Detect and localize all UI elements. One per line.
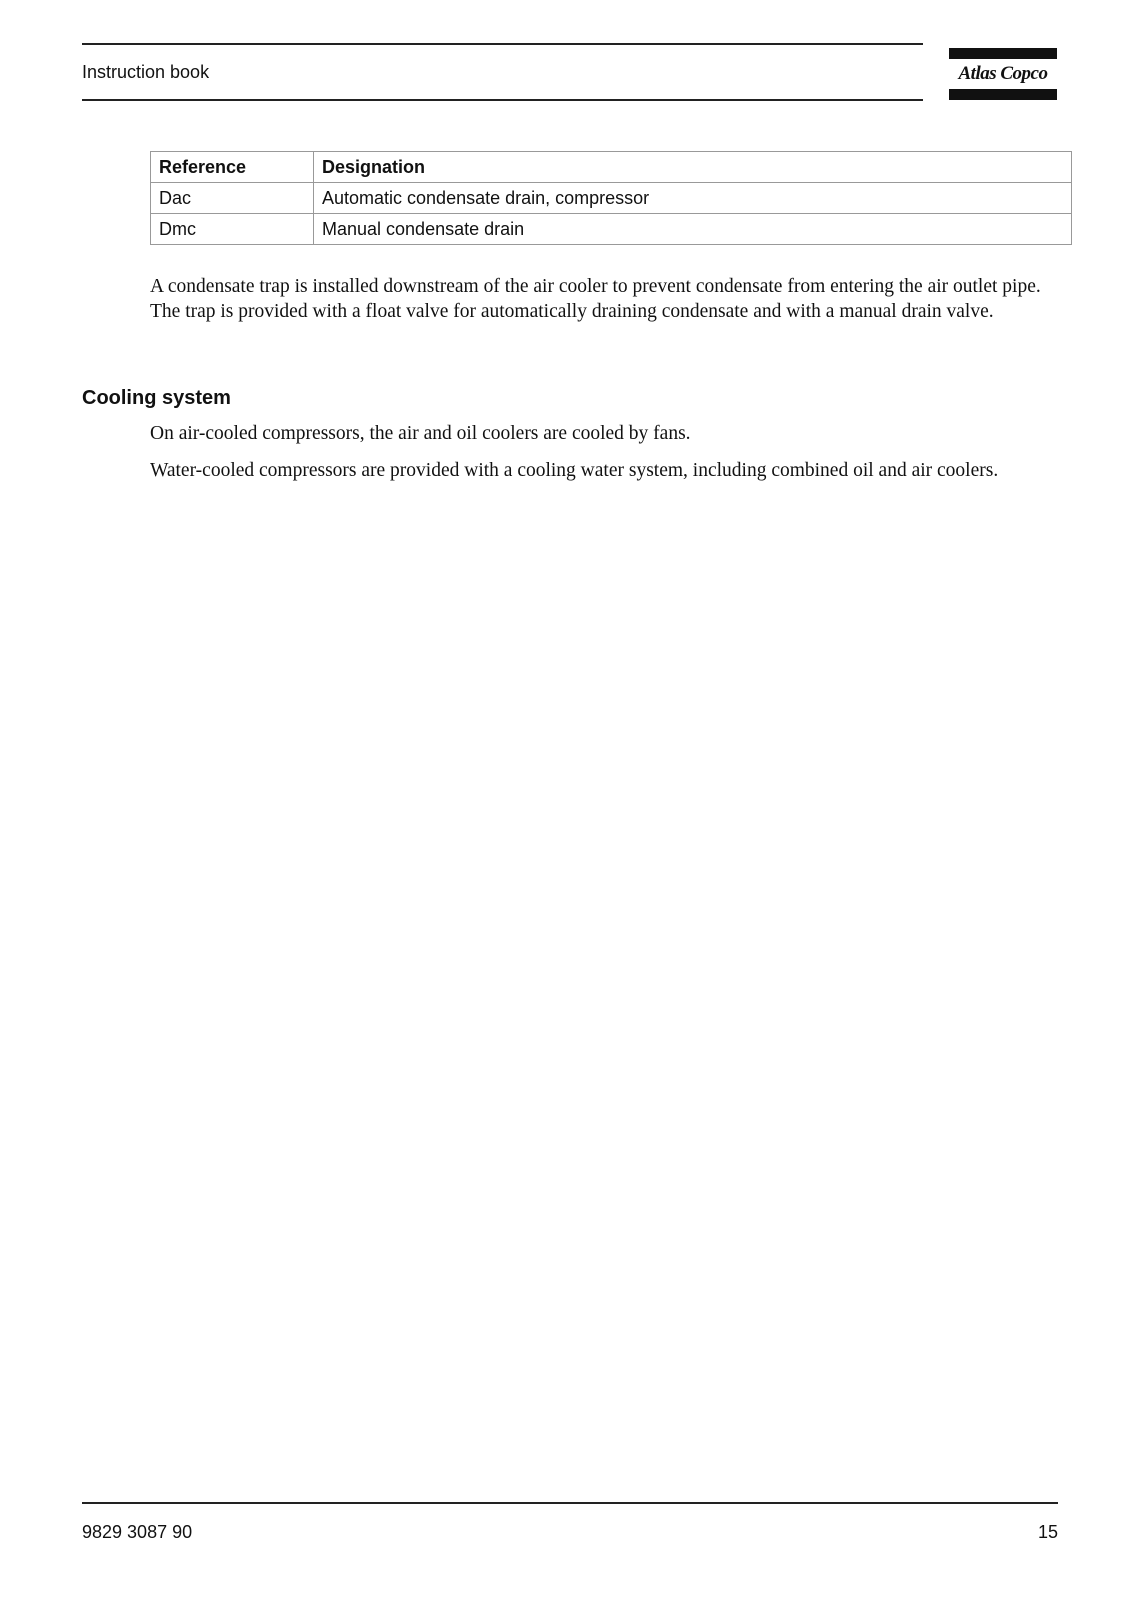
logo-wordmark: Atlas Copco	[958, 63, 1048, 84]
table-cell-reference: Dac	[151, 183, 314, 214]
table-header-row	[151, 152, 1072, 183]
logo-top-bar	[949, 48, 1057, 59]
table-cell-reference: Dmc	[151, 214, 314, 245]
condensate-trap-paragraph: A condensate trap is installed downstream of the air cooler to prevent condensate from entering the air outlet pipe. The trap is provided with a float valve for automatically draining condensate and with a manual drain valve.	[150, 276, 1041, 322]
atlas-copco-logo	[949, 48, 1057, 100]
water-cooled-paragraph: Water-cooled compressors are provided with a cooling water system, including combined oil and air coolers.	[150, 460, 999, 481]
header-title: Instruction book	[82, 62, 210, 82]
header-bottom-rule	[82, 99, 923, 101]
logo-bottom-bar	[949, 89, 1057, 100]
footer-rule	[82, 1502, 1058, 1504]
table-row	[151, 214, 1072, 245]
table-header-reference: Reference	[151, 152, 314, 183]
air-cooled-paragraph: On air-cooled compressors, the air and oil coolers are cooled by fans.	[150, 423, 691, 444]
table-cell-designation: Manual condensate drain	[314, 214, 1072, 245]
table-header-designation: Designation	[314, 152, 1072, 183]
header-top-rule	[82, 43, 923, 45]
table-cell-designation: Automatic condensate drain, compressor	[314, 183, 1072, 214]
footer-page-number: 15	[1037, 1522, 1058, 1542]
table-row	[151, 183, 1072, 214]
reference-table	[150, 151, 1072, 245]
footer-document-number: 9829 3087 90	[82, 1522, 193, 1542]
section-heading-cooling-system: Cooling system	[82, 387, 231, 409]
